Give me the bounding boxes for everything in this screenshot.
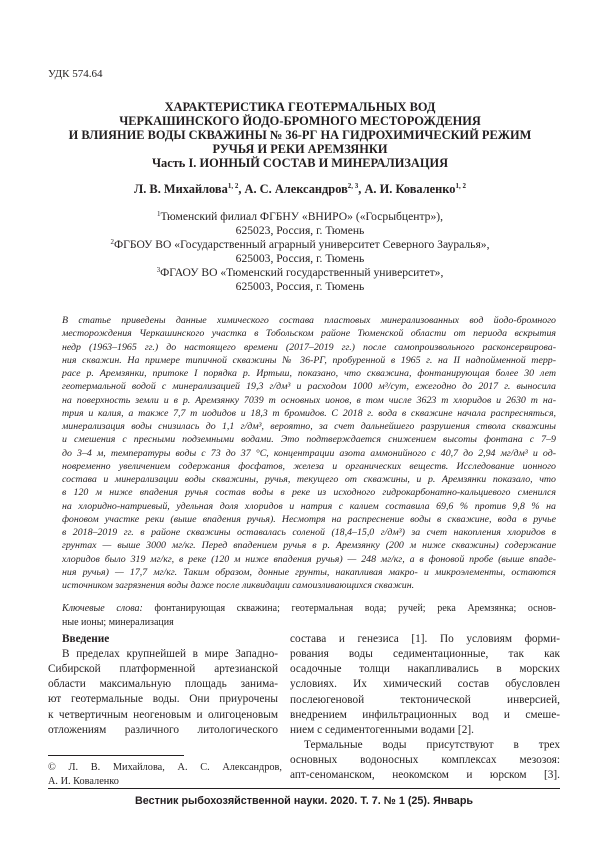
abstract-line: в 120 м ниже впадения ручья состав воды в реке из исходного гидрокарбонатно-кальциевого сменился [62, 487, 556, 499]
author-name: Л. В. Михайлова [134, 182, 228, 196]
footnote-divider [48, 755, 184, 756]
abstract-line: новременно увеличением содержания фосфатов, железа и органических веществ. Исследование ионного [62, 460, 556, 472]
body-line: области максимальную площадь занима- [48, 678, 278, 691]
abstract-line: на поверхность земли и в р. Аремзянку 7039 т основных ионов, в том числе 3623 т хлоридов и 2630 т на- [62, 394, 556, 406]
body-line: к четвертичным неогеновым и олигоценовым [48, 708, 278, 721]
keywords-label: Ключевые слова: [62, 603, 143, 614]
body-line: внедрением инфильтрационных вод и смеше- [290, 708, 560, 721]
abstract-line: грунтах — выше 3000 мг/кг. Перед впадением ручья в р. Аремзянку (200 м ниже скважины) содержание [62, 540, 556, 552]
title-part-subtitle: Часть I. ИОННЫЙ СОСТАВ И МИНЕРАЛИЗАЦИЯ [151, 156, 449, 170]
author-affiliation-marker: 1, 2 [227, 182, 239, 190]
affiliation-line [48, 238, 552, 252]
affiliation-marker: 1 [156, 210, 161, 218]
body-column-right [290, 632, 560, 784]
copyright-footnote [48, 761, 282, 789]
keywords-line: ные ионы; минерализация [62, 616, 174, 628]
footnote-line: © Л. В. Михайлова, А. С. Александров, [48, 762, 282, 773]
abstract-line: недр (1963–1965 гг.) до настоящего времени (2017–2019 гг.) после самопроизвольного расконсервирова- [62, 341, 556, 353]
abstract-line: состава и минерализации воды скважины, ручья, текущего от скважины, и р. Аремзянки показало, что [62, 474, 556, 485]
abstract-line: минерализация воды снизилась до 1,1 г/дм³, вероятно, за счет дальнейшего разрушения ствола скважины [62, 421, 556, 432]
body-line: состава и генезиса [1]. По условиям форми- [290, 633, 560, 645]
body-line: основных водоносных комплексах мезозоя: [290, 754, 560, 767]
author-name: А. С. Александров [244, 182, 348, 196]
affiliation-address: 625023, Россия, г. Тюмень [235, 224, 365, 238]
title-line: ХАРАКТЕРИСТИКА ГЕОТЕРМАЛЬНЫХ ВОД [164, 100, 436, 114]
abstract-line: на хлоридно-натриевый, удельная доля хлоридов и натрия с калием составила 69,6 % против 9,8 % на [62, 500, 556, 512]
author-affiliation-marker: 1, 2 [455, 182, 466, 190]
footer-divider [48, 788, 560, 789]
affiliation-list [48, 210, 552, 295]
body-line: послеюгеновой тектонической инверсией, [290, 693, 560, 706]
abstract-line: расе р. Аремзянки, притоке I порядка р. Иртыш, показано, что скважина, фонтанирующая более 30 лет [62, 368, 556, 379]
body-line: Термальные воды присутствуют в трех [304, 739, 560, 752]
title-line: РУЧЬЯ И РЕКИ АРЕМЗЯНКИ [212, 142, 388, 156]
affiliation-marker: 2 [110, 238, 115, 247]
abstract-line: ния скважин. На примере типичной скважины № 36-РГ, пробуренной в 1965 г. на II надпойменной терр- [62, 354, 556, 366]
article-title [48, 100, 552, 170]
author-separator: , [238, 182, 245, 196]
affiliation-org: ФГБОУ ВО «Государственный аграрный университет Северного Зауралья», [114, 238, 490, 252]
affiliation-line [48, 266, 552, 280]
abstract-line: источником загрязнения воды даже после ликвидации самоизливающихся скважин. [62, 580, 415, 591]
body-line: нием с седиментогенными водами [2]. [290, 723, 474, 736]
author-list [48, 182, 552, 197]
body-line: В пределах крупнейшей в мире Западно- [62, 648, 278, 660]
body-line: рования воды седиментационные, так как [290, 648, 560, 661]
affiliation-line [48, 210, 552, 224]
body-line: осадочные толщи накапливались в морских [290, 663, 560, 676]
affiliation-address: 625003, Россия, г. Тюмень [235, 280, 365, 294]
title-line: И ВЛИЯНИЕ ВОДЫ СКВАЖИНЫ № 36-РГ НА ГИДРОХИМИЧЕСКИЙ РЕЖИМ [68, 128, 532, 142]
abstract-line: месторождения Черкашинского участка в Тобольском районе Тюменской области от периода вскрытия [62, 328, 556, 340]
abstract [62, 314, 556, 592]
author-name: А. И. Коваленко [364, 182, 456, 196]
body-line: условиях. Их химический состав обусловлен [290, 678, 560, 691]
abstract-line: и смешения с пресными подземными водами. Это подтверждается снижением высоты фонтана с 7–9 [62, 434, 556, 446]
affiliation-org: Тюменский филиал ФГБНУ «ВНИРО» («Госрыбцентр»), [160, 210, 444, 223]
section-heading-introduction: Введение [62, 633, 110, 645]
body-column-left [48, 647, 278, 738]
affiliation-address: 625003, Россия, г. Тюмень [235, 252, 365, 266]
author-affiliation-marker: 2, 3 [347, 182, 359, 190]
udk-code: УДК 574.64 [48, 68, 103, 80]
journal-footer: Вестник рыбохозяйственной науки. 2020. Т. 7. № 1 (25). Январь [134, 795, 474, 807]
keywords-line [62, 602, 556, 616]
abstract-line: фоновом участке реки (выше впадения ручья). Несмотря на распреснение воды в скважине, вода в ручье [62, 513, 556, 525]
abstract-line: В статье приведены данные химического состава пластовых минерализованных вод йодо-бромного [62, 315, 556, 326]
abstract-line: трия и калия, а также 7,7 т иодидов и 18,3 т бромидов. С 2018 г. вода в скважине начала распресняться, [62, 407, 556, 419]
keywords [62, 602, 556, 629]
body-line: ют геотермальные воды. Они приурочены [48, 693, 278, 706]
abstract-line: до 3–4 м, температуры воды с 73 до 37 °С, концентрации азота аммонийного с 40,7 до 2,94 мг/дм³ и од- [62, 447, 556, 459]
affiliation-org: ФГАОУ ВО «Тюменский государственный университет», [160, 266, 444, 280]
abstract-line: хлоридов было 319 мг/кг, в реке (120 м ниже впадения ручья) — 248 мг/кг, а в фоновой пробе (выше впаде- [62, 553, 556, 565]
abstract-line: геотермальной водой с минерализацией 19,3 г/дм³ и расходом 1000 м³/сут, ежегодно до 2017 г. выносила [62, 381, 556, 393]
title-line: ЧЕРКАШИНСКОГО ЙОДО-БРОМНОГО МЕСТОРОЖДЕНИЯ [119, 114, 481, 128]
body-line: Сибирской платформенной артезианской [48, 663, 278, 676]
keywords-text: фонтанирующая скважина; геотермальная вода; ручей; река Аремзянка; основ- [142, 603, 556, 614]
footnote-line: А. И. Коваленко [48, 776, 119, 787]
body-line: апт-сеноманском, неокомском и юрском [3]. [290, 769, 560, 782]
abstract-line: ния ручья) — 17,7 мг/кг. Таким образом, донные грунты, накапливая макро- и микроэлементы, остаются [62, 566, 556, 578]
affiliation-marker: 3 [156, 266, 161, 275]
author-separator: , [358, 182, 365, 196]
body-line: отложениям различного литологического [48, 723, 278, 736]
abstract-line: в 2018–2019 гг. в районе скважины оставалась соленой (18,4–15,0 г/дм³) за счет накопления хлоридов в [62, 527, 556, 538]
